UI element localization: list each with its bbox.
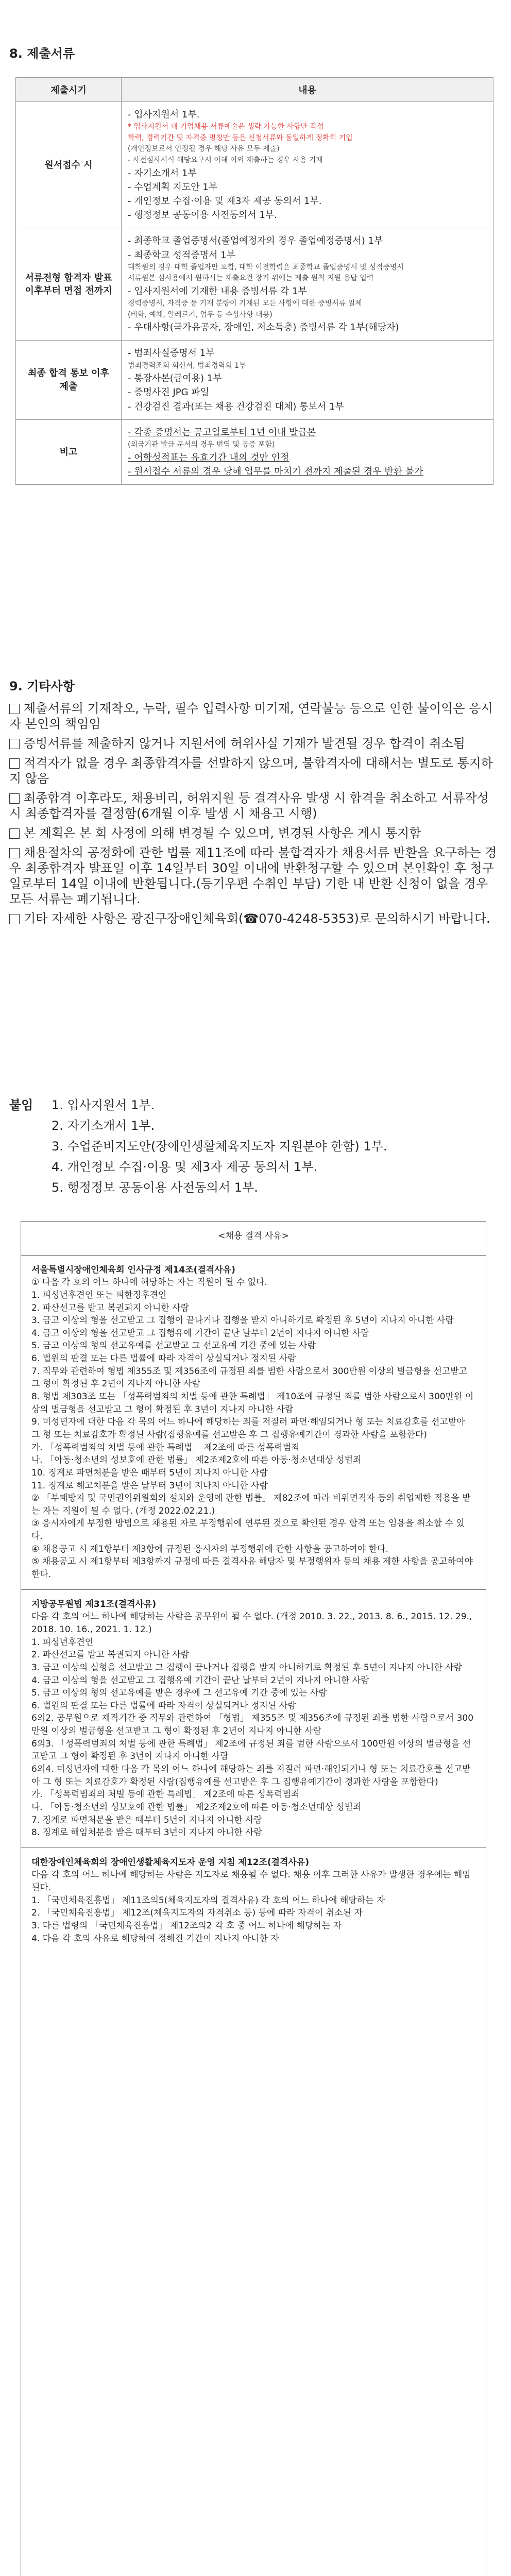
row-0-item-7: - 개인정보 수집·이용 및 제3자 제공 동의서 1부. [128, 195, 322, 207]
row-3-items [122, 419, 493, 484]
row-3-category: 비고 [16, 419, 122, 484]
row-0-item-5: - 자기소개서 1부 [128, 167, 197, 179]
table-header-timing: 제출시기 [16, 78, 122, 102]
box-section-2 [21, 1589, 486, 1848]
row-2-item-0: - 범죄사실증명서 1부 [128, 348, 215, 359]
row-2-item-1: 범죄경력조회 회신서, 범죄경력회 1부 [128, 361, 246, 370]
notes-list [9, 701, 499, 930]
box-section-2-line-12: 7. 징계로 파면처분을 받은 때부터 5년이 지나지 아니한 사람 [31, 1815, 262, 1825]
row-1-item-2: 대학원의 경우 대학 졸업자만 포함, 대학 이전학력은 최종학교 졸업증명서 및 성적증명서 [128, 263, 404, 272]
box-section-2-line-5: 5. 금고 이상의 형의 선고유예를 받은 경우에 그 선고유예 기간 중에 있는 사람 [31, 1688, 327, 1699]
box-section-1-line-12: 10. 징계로 파면처분을 받은 때부터 5년이 지나지 아니한 사람 [31, 1467, 268, 1478]
box-section-1-line-9: 9. 미성년자에 대한 다음 각 목의 어느 하나에 해당하는 죄를 저질러 파면·해임되거나 형 또는 치료감호를 선고받아 그 형 또는 치료감호가 확정된 사람(집행유예를 선고받은 후 그 집행유예기간이 경과한 사람을 포함한다) [31, 1417, 465, 1440]
box-section-1-line-11: 나. 「아동·청소년의 성보호에 관한 법률」 제2조제2호에 따른 아동·청소년대상 성범죄 [31, 1455, 362, 1466]
box-section-2-line-2: 2. 파산선고를 받고 복권되지 아니한 사람 [31, 1650, 189, 1660]
row-3-item-3: - 원서접수 서류의 경우 당해 업무를 마치기 전까지 제출된 경우 반환 불가 [128, 466, 423, 477]
box-section-2-line-8: 6의3. 「성폭력범죄의 처벌 등에 관한 특례법」 제2조에 규정된 죄를 범한 사람으로서 100만원 이상의 벌금형을 선고받고 그 형이 확정된 후 3년이 지나지 아니한 사람 [31, 1738, 471, 1762]
box-section-2-line-9: 6의4. 미성년자에 대한 다음 각 목의 어느 하나에 해당하는 죄를 저질러 파면·해임되거나 형 또는 치료감호를 선고받아 그 형 또는 치료감호가 확정된 사람(집행유예를 선고받은 후 그 집행유예기간이 경과한 사람을 포함한다) [31, 1764, 471, 1787]
box-section-1-line-1: 1. 피성년후견인 또는 피한정후견인 [31, 1290, 167, 1300]
box-section-3 [21, 1848, 486, 1953]
checkbox-icon [9, 793, 20, 804]
box-section-2-line-1: 1. 피성년후견인 [31, 1637, 94, 1648]
box-section-3-line-1: 1. 「국민체육진흥법」 제11조의5(체육지도자의 결격사유) 각 호의 어느 하나에 해당하는 자 [31, 1895, 385, 1906]
note-4: 본 계획은 본 회 사정에 의해 변경될 수 있으며, 변경된 사항은 게시 통지함 [24, 826, 421, 840]
disqualification-box [21, 1221, 486, 2576]
box-section-1-line-15: ③ 응시자에게 부정한 방법으로 채용된 자로 부정행위에 연루된 것으로 확인된 경우 합격 또는 임용을 취소할 수 있다. [31, 1518, 465, 1542]
attachment-2: 2. 자기소개서 1부. [52, 1118, 155, 1133]
attachments-title: 붙임 [9, 1098, 33, 1112]
section-8-title: 8. 제출서류 [9, 46, 75, 61]
box-section-2-heading: 지방공무원법 제31조(결격사유) [31, 1599, 157, 1609]
row-1-items [122, 228, 493, 341]
note-0: 제출서류의 기재착오, 누락, 필수 입력사항 미기재, 연락불능 등으로 인한 불이익은 응시자 본인의 책임임 [9, 701, 493, 731]
box-section-2-line-7: 6의2. 공무원으로 재직기간 중 직무와 관련하여 「형법」 제355조 및 제356조에 규정된 죄를 범한 사람으로서 300만원 이상의 벌금형을 선고받고 그 형이 확정된 후 2년이 지나지 아니한 사람 [31, 1713, 474, 1737]
row-0-category: 원서접수 시 [16, 102, 122, 228]
checkbox-icon [9, 739, 20, 749]
row-0-item-3: (개인정보로서 인정될 경우 해당 사유 모두 제출) [128, 145, 280, 154]
box-section-1-line-14: ② 「부패방지 및 국민권익위원회의 설치와 운영에 관한 법률」 제82조에 따라 비위면직자 등의 취업제한 적용을 받는 자는 직원이 될 수 없다. (개정 2022.02.21.) [31, 1493, 471, 1516]
row-0-item-0: - 입사지원서 1부. [128, 109, 200, 120]
checkbox-icon [9, 828, 20, 839]
checkbox-icon [9, 758, 20, 769]
row-0-item-6: - 수업계획 지도안 1부 [128, 181, 218, 193]
note-5: 채용절차의 공정화에 관한 법률 제11조에 따라 불합격자가 채용서류 반환을 요구하는 경우 최종합격자 발표일 이후 14일부터 30일 이내에 반환청구할 수 있으며 본인확인 후 청구일로부터 14일 이내에 반환됩니다.(등기우편 수취인 부담) 기한 내 반환 신청이 없을 경우 모든 서류는 폐기됩니다. [9, 845, 497, 906]
box-section-1-line-5: 5. 금고 이상의 형의 선고유예를 선고받고 그 선고유예 기간 중에 있는 사람 [31, 1341, 316, 1351]
box-section-2-line-11: 나. 「아동·청소년의 성보호에 관한 법률」 제2조제2호에 따른 아동·청소년대상 성범죄 [31, 1802, 362, 1812]
box-section-2-line-6: 6. 법원의 판결 또는 다른 법률에 따라 자격이 상실되거나 정지된 사람 [31, 1700, 296, 1711]
row-3-item-0: - 각종 증명서는 공고일로부터 1년 이내 발급본 [128, 427, 316, 438]
box-section-2-line-4: 4. 금고 이상의 형을 선고받고 그 집행유예 기간이 끝난 날부터 2년이 지나지 아니한 사람 [31, 1675, 369, 1686]
row-3-item-1: (외국기관 발급 문서의 경우 번역 및 공증 포함) [128, 440, 275, 449]
box-section-3-heading: 대한장애인체육회의 장애인생활체육지도자 운영 지침 제12조(결격사유) [31, 1857, 310, 1868]
note-6: 기타 자세한 사항은 광진구장애인체육회(☎070-4248-5353)로 문의하시기 바랍니다. [24, 911, 490, 926]
row-1-item-6: (비학, 예체, 알레르기, 업무 등 수상사항 내용) [128, 310, 272, 319]
note-3: 최종합격 이후라도, 채용비리, 허위지원 등 결격사유 발생 시 합격을 취소하고 서류작성 시 최종합격자를 결정함(6개월 이후 발생 시 채용고 시행) [9, 791, 489, 821]
row-0-items [122, 102, 493, 228]
attachment-3: 3. 수업준비지도안(장애인생활체육지도자 지원분야 한함) 1부. [52, 1139, 387, 1154]
submission-docs-table [15, 77, 493, 485]
box-section-2-line-0: 다음 각 호의 어느 하나에 해당하는 사람은 공무원이 될 수 없다. (개정 2010. 3. 22., 2013. 8. 6., 2015. 12. 29., 2018. 10. 16., 2021. 1. 12.) [31, 1612, 472, 1635]
note-1: 증빙서류를 제출하지 않거나 지원서에 허위사실 기재가 발견될 경우 합격이 취소됨 [24, 736, 465, 751]
note-2: 적격자가 없을 경우 최종합격자를 선발하지 않으며, 불합격자에 대해서는 별도로 통지하지 않음 [9, 756, 493, 786]
box-title [21, 1222, 486, 1255]
box-section-1-line-4: 4. 금고 이상의 형을 선고받고 그 집행유예 기간이 끝난 날부터 2년이 지나지 아니한 사람 [31, 1328, 369, 1338]
row-1-item-3: 서류원본 심사용에서 원하시는 제출요건 장기 위에는 제출 원칙 지원 응답 입력 [128, 274, 374, 283]
box-section-1-line-7: 7. 직무와 관련하여 형법 제355조 및 제356조에 규정된 죄를 범한 사람으로서 300만원 이상의 벌금형을 선고받고 그 형이 확정된 후 2년이 지나지 아니한 사람 [31, 1366, 468, 1389]
checkbox-icon [9, 704, 20, 714]
row-2-item-3: - 증명사진 JPG 파일 [128, 387, 210, 398]
box-section-1-line-16: ④ 채용공고 시 제1항부터 제3항에 규정된 응시자의 부정행위에 관한 사항을 공고하여야 한다. [31, 1544, 388, 1554]
box-section-1-line-2: 2. 파산선고를 받고 복권되지 아니한 사람 [31, 1302, 189, 1313]
box-section-3-line-2: 2. 「국민체육진흥법」 제12조(체육지도자의 자격취소 등) 등에 따라 자격이 취소된 자 [31, 1908, 363, 1919]
box-section-2-line-3: 3. 금고 이상의 실형을 선고받고 그 집행이 끝나거나 집행을 받지 아니하기로 확정된 후 5년이 지나지 아니한 사람 [31, 1662, 463, 1673]
box-section-3-line-4: 4. 다음 각 호의 사유로 해당하여 정해진 기간이 지나지 아니한 자 [31, 1933, 279, 1944]
box-section-1-line-3: 3. 금고 이상의 형을 선고받고 그 집행이 끝나거나 집행을 받지 아니하기로 확정된 후 5년이 지나지 아니한 사람 [31, 1315, 454, 1326]
section-9-title: 9. 기타사항 [9, 679, 75, 693]
box-section-2-line-10: 가. 「성폭력범죄의 처벌 등에 관한 특례법」 제2조에 따른 성폭력범죄 [31, 1789, 300, 1800]
table-header-content: 내용 [122, 78, 493, 102]
checkbox-icon [9, 914, 20, 924]
box-title-text: <채용 결격 사유> [218, 1231, 289, 1241]
checkbox-icon [9, 848, 20, 858]
row-1-item-7: - 우대사항(국가유공자, 장애인, 저소득층) 증빙서류 각 1부(해당자) [128, 322, 399, 333]
box-section-1-line-13: 11. 징계로 해고처분을 받은 날부터 3년이 지나지 아니한 사람 [31, 1480, 268, 1491]
box-section-1-line-0: ① 다음 각 호의 어느 하나에 해당하는 자는 직원이 될 수 없다. [31, 1277, 267, 1288]
row-2-item-2: - 통장사본(급여용) 1부 [128, 373, 222, 384]
row-1-item-5: 경력증명서, 자격증 등 기재 분량이 기재된 모든 사항에 대한 증빙서류 일체 [128, 299, 362, 308]
box-section-3-line-3: 3. 다른 법령의 「국민체육진흥법」 제12조의2 각 호 중 어느 하나에 해당하는 자 [31, 1921, 342, 1931]
box-section-1-line-17: ⑤ 채용공고 시 제1항부터 제3항까지 규정에 따른 결격사유 해당자 및 부정행위자 등의 채용 제한 사항을 공고하여야 한다. [31, 1556, 473, 1580]
attachment-4: 4. 개인정보 수집·이용 및 제3자 제공 동의서 1부. [52, 1160, 318, 1174]
row-3-item-2: - 어학성적표는 유효기간 내의 것만 인정 [128, 452, 289, 463]
box-section-1-line-8: 8. 형법 제303조 또는 「성폭력범죄의 처벌 등에 관한 특례법」 제10조에 규정된 죄를 범한 사람으로서 300만원 이상의 벌금형을 선고받고 그 형이 확정된 후 3년이 지나지 아니한 사람 [31, 1392, 474, 1415]
row-0-item-8: - 행정정보 공동이용 사전동의서 1부. [128, 210, 277, 221]
attachment-1: 1. 입사지원서 1부. [52, 1098, 155, 1112]
box-section-3-line-0: 다음 각 호의 어느 하나에 해당하는 사람은 지도자로 채용될 수 없다. 채용 이후 그러한 사유가 발생한 경우에는 해임된다. [31, 1870, 471, 1893]
row-1-item-0: - 최종학교 졸업증명서(졸업예정자의 경우 졸업예정증명서) 1부 [128, 235, 383, 247]
row-0-item-2: 학력, 경력기간 및 자격증 명칭만 등은 신청서류와 동일하게 정확히 기입 [128, 133, 353, 142]
row-2-items [122, 341, 493, 419]
row-1-category: 서류전형 합격자 발표 이후부터 면접 전까지 [16, 228, 122, 341]
row-0-item-1: * 입사지원서 내 기업채용 서류예술은 생략 가능한 사항만 작성 [128, 123, 324, 131]
box-section-1 [21, 1255, 486, 1589]
row-2-category: 최종 합격 통보 이후 제출 [16, 341, 122, 419]
row-2-item-4: - 건강검진 결과(또는 채용 건강검진 대체) 통보서 1부 [128, 401, 344, 412]
box-section-1-line-6: 6. 법원의 판결 또는 다른 법률에 따라 자격이 상실되거나 정지된 사람 [31, 1353, 296, 1364]
row-1-item-4: - 입사지원서에 기재한 내용 증빙서류 각 1부 [128, 285, 307, 297]
box-section-2-line-13: 8. 징계로 해임처분을 받은 때부터 3년이 지나지 아니한 사람 [31, 1827, 262, 1838]
box-section-1-line-10: 가. 「성폭력범죄의 처벌 등에 관한 특례법」 제2조에 따른 성폭력범죄 [31, 1442, 300, 1453]
attachment-5: 5. 행정정보 공동이용 사전동의서 1부. [52, 1180, 258, 1195]
row-0-item-4: - 사전심사서식 해당요구서 이해 이외 제출하는 경우 사용 기재 [128, 156, 323, 164]
box-section-1-heading: 서울특별시장애인체육회 인사규정 제14조(결격사유) [31, 1264, 235, 1275]
row-1-item-1: - 최종학교 성적증명서 1부 [128, 249, 235, 261]
